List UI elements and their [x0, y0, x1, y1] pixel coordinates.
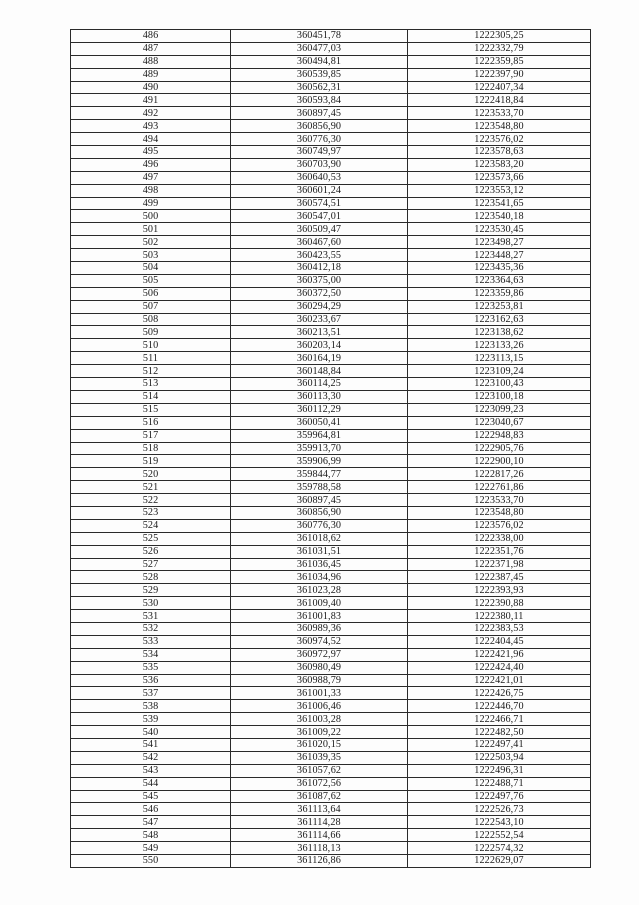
x-coordinate-cell: 359906,99 — [231, 455, 408, 468]
y-coordinate-cell: 1223133,26 — [408, 339, 591, 352]
x-coordinate-cell: 360113,30 — [231, 390, 408, 403]
point-number-cell: 525 — [71, 532, 231, 545]
x-coordinate-cell: 361018,62 — [231, 532, 408, 545]
point-number-cell: 528 — [71, 571, 231, 584]
y-coordinate-cell: 1223099,23 — [408, 403, 591, 416]
table-row — [71, 81, 591, 94]
x-coordinate-cell: 361036,45 — [231, 558, 408, 571]
point-number-cell: 549 — [71, 842, 231, 855]
point-number-cell: 530 — [71, 597, 231, 610]
table-row — [71, 790, 591, 803]
x-coordinate-cell: 360972,97 — [231, 648, 408, 661]
table-row — [71, 855, 591, 868]
x-coordinate-cell: 360974,52 — [231, 635, 408, 648]
table-row — [71, 597, 591, 610]
x-coordinate-cell: 360562,31 — [231, 81, 408, 94]
x-coordinate-cell: 360164,19 — [231, 352, 408, 365]
x-coordinate-cell: 360988,79 — [231, 674, 408, 687]
table-row — [71, 635, 591, 648]
table-row — [71, 713, 591, 726]
x-coordinate-cell: 360203,14 — [231, 339, 408, 352]
x-coordinate-cell: 360294,29 — [231, 300, 408, 313]
x-coordinate-cell: 360776,30 — [231, 133, 408, 146]
table-row — [71, 249, 591, 262]
point-number-cell: 487 — [71, 42, 231, 55]
point-number-cell: 538 — [71, 700, 231, 713]
point-number-cell: 533 — [71, 635, 231, 648]
x-coordinate-cell: 360509,47 — [231, 223, 408, 236]
table-row — [71, 661, 591, 674]
table-row — [71, 764, 591, 777]
y-coordinate-cell: 1222543,10 — [408, 816, 591, 829]
table-row — [71, 262, 591, 275]
table-row — [71, 816, 591, 829]
x-coordinate-cell: 360050,41 — [231, 416, 408, 429]
table-row — [71, 197, 591, 210]
table-row — [71, 313, 591, 326]
y-coordinate-cell: 1222338,00 — [408, 532, 591, 545]
x-coordinate-cell: 359913,70 — [231, 442, 408, 455]
y-coordinate-cell: 1222383,53 — [408, 622, 591, 635]
table-row — [71, 352, 591, 365]
y-coordinate-cell: 1222390,88 — [408, 597, 591, 610]
y-coordinate-cell: 1223498,27 — [408, 236, 591, 249]
point-number-cell: 503 — [71, 249, 231, 262]
x-coordinate-cell: 361009,40 — [231, 597, 408, 610]
point-number-cell: 491 — [71, 94, 231, 107]
point-number-cell: 508 — [71, 313, 231, 326]
y-coordinate-cell: 1222552,54 — [408, 829, 591, 842]
table-row — [71, 610, 591, 623]
point-number-cell: 511 — [71, 352, 231, 365]
point-number-cell: 515 — [71, 403, 231, 416]
table-row — [71, 829, 591, 842]
point-number-cell: 545 — [71, 790, 231, 803]
y-coordinate-cell: 1223576,02 — [408, 519, 591, 532]
y-coordinate-cell: 1223541,65 — [408, 197, 591, 210]
y-coordinate-cell: 1223040,67 — [408, 416, 591, 429]
point-number-cell: 543 — [71, 764, 231, 777]
table-row — [71, 558, 591, 571]
point-number-cell: 509 — [71, 326, 231, 339]
x-coordinate-cell: 360423,55 — [231, 249, 408, 262]
table-row — [71, 751, 591, 764]
x-coordinate-cell: 360539,85 — [231, 68, 408, 81]
point-number-cell: 539 — [71, 713, 231, 726]
table-row — [71, 42, 591, 55]
table-row — [71, 532, 591, 545]
x-coordinate-cell: 360897,45 — [231, 494, 408, 507]
x-coordinate-cell: 361020,15 — [231, 738, 408, 751]
point-number-cell: 535 — [71, 661, 231, 674]
point-number-cell: 513 — [71, 378, 231, 391]
point-number-cell: 529 — [71, 584, 231, 597]
y-coordinate-cell: 1222948,83 — [408, 429, 591, 442]
table-row — [71, 184, 591, 197]
table-row — [71, 687, 591, 700]
coordinates-table — [70, 29, 591, 868]
x-coordinate-cell: 361009,22 — [231, 726, 408, 739]
point-number-cell: 506 — [71, 287, 231, 300]
table-row — [71, 68, 591, 81]
x-coordinate-cell: 361087,62 — [231, 790, 408, 803]
point-number-cell: 537 — [71, 687, 231, 700]
y-coordinate-cell: 1223548,80 — [408, 120, 591, 133]
table-row — [71, 494, 591, 507]
y-coordinate-cell: 1222497,41 — [408, 738, 591, 751]
point-number-cell: 499 — [71, 197, 231, 210]
x-coordinate-cell: 361031,51 — [231, 545, 408, 558]
point-number-cell: 546 — [71, 803, 231, 816]
x-coordinate-cell: 360593,84 — [231, 94, 408, 107]
point-number-cell: 521 — [71, 481, 231, 494]
y-coordinate-cell: 1222424,40 — [408, 661, 591, 674]
y-coordinate-cell: 1222905,76 — [408, 442, 591, 455]
table-row — [71, 158, 591, 171]
x-coordinate-cell: 360897,45 — [231, 107, 408, 120]
x-coordinate-cell: 360477,03 — [231, 42, 408, 55]
point-number-cell: 505 — [71, 274, 231, 287]
y-coordinate-cell: 1222426,75 — [408, 687, 591, 700]
table-row — [71, 107, 591, 120]
table-row — [71, 416, 591, 429]
x-coordinate-cell: 360856,90 — [231, 506, 408, 519]
table-row — [71, 274, 591, 287]
x-coordinate-cell: 360412,18 — [231, 262, 408, 275]
table-row — [71, 726, 591, 739]
y-coordinate-cell: 1222421,96 — [408, 648, 591, 661]
point-number-cell: 536 — [71, 674, 231, 687]
y-coordinate-cell: 1223553,12 — [408, 184, 591, 197]
point-number-cell: 493 — [71, 120, 231, 133]
x-coordinate-cell: 360375,00 — [231, 274, 408, 287]
y-coordinate-cell: 1223573,66 — [408, 171, 591, 184]
point-number-cell: 512 — [71, 365, 231, 378]
point-number-cell: 501 — [71, 223, 231, 236]
point-number-cell: 514 — [71, 390, 231, 403]
y-coordinate-cell: 1223364,63 — [408, 274, 591, 287]
y-coordinate-cell: 1222421,01 — [408, 674, 591, 687]
x-coordinate-cell: 361034,96 — [231, 571, 408, 584]
point-number-cell: 541 — [71, 738, 231, 751]
table-row — [71, 455, 591, 468]
x-coordinate-cell: 359788,58 — [231, 481, 408, 494]
table-row — [71, 146, 591, 159]
table-row — [71, 133, 591, 146]
table-row — [71, 545, 591, 558]
point-number-cell: 497 — [71, 171, 231, 184]
point-number-cell: 547 — [71, 816, 231, 829]
y-coordinate-cell: 1222418,84 — [408, 94, 591, 107]
point-number-cell: 498 — [71, 184, 231, 197]
table-row — [71, 326, 591, 339]
y-coordinate-cell: 1222503,94 — [408, 751, 591, 764]
y-coordinate-cell: 1222497,76 — [408, 790, 591, 803]
y-coordinate-cell: 1223162,63 — [408, 313, 591, 326]
table-row — [71, 171, 591, 184]
point-number-cell: 495 — [71, 146, 231, 159]
x-coordinate-cell: 360640,53 — [231, 171, 408, 184]
table-row — [71, 94, 591, 107]
y-coordinate-cell: 1223548,80 — [408, 506, 591, 519]
point-number-cell: 523 — [71, 506, 231, 519]
y-coordinate-cell: 1222446,70 — [408, 700, 591, 713]
table-row — [71, 300, 591, 313]
y-coordinate-cell: 1222900,10 — [408, 455, 591, 468]
y-coordinate-cell: 1223583,20 — [408, 158, 591, 171]
x-coordinate-cell: 361072,56 — [231, 777, 408, 790]
x-coordinate-cell: 361001,33 — [231, 687, 408, 700]
y-coordinate-cell: 1223109,24 — [408, 365, 591, 378]
x-coordinate-cell: 359964,81 — [231, 429, 408, 442]
y-coordinate-cell: 1222305,25 — [408, 30, 591, 43]
y-coordinate-cell: 1223578,63 — [408, 146, 591, 159]
x-coordinate-cell: 361114,66 — [231, 829, 408, 842]
table-row — [71, 236, 591, 249]
point-number-cell: 490 — [71, 81, 231, 94]
y-coordinate-cell: 1222574,32 — [408, 842, 591, 855]
table-row — [71, 365, 591, 378]
x-coordinate-cell: 360856,90 — [231, 120, 408, 133]
y-coordinate-cell: 1223533,70 — [408, 494, 591, 507]
y-coordinate-cell: 1223540,18 — [408, 210, 591, 223]
point-number-cell: 516 — [71, 416, 231, 429]
x-coordinate-cell: 361126,86 — [231, 855, 408, 868]
x-coordinate-cell: 360213,51 — [231, 326, 408, 339]
point-number-cell: 489 — [71, 68, 231, 81]
table-row — [71, 378, 591, 391]
x-coordinate-cell: 361118,13 — [231, 842, 408, 855]
table-row — [71, 442, 591, 455]
y-coordinate-cell: 1223253,81 — [408, 300, 591, 313]
table-row — [71, 777, 591, 790]
x-coordinate-cell: 361006,46 — [231, 700, 408, 713]
point-number-cell: 519 — [71, 455, 231, 468]
point-number-cell: 526 — [71, 545, 231, 558]
table-row — [71, 339, 591, 352]
y-coordinate-cell: 1222351,76 — [408, 545, 591, 558]
y-coordinate-cell: 1223576,02 — [408, 133, 591, 146]
point-number-cell: 542 — [71, 751, 231, 764]
y-coordinate-cell: 1222488,71 — [408, 777, 591, 790]
x-coordinate-cell: 361114,28 — [231, 816, 408, 829]
y-coordinate-cell: 1222817,26 — [408, 468, 591, 481]
y-coordinate-cell: 1223100,43 — [408, 378, 591, 391]
y-coordinate-cell: 1222761,86 — [408, 481, 591, 494]
table-row — [71, 403, 591, 416]
point-number-cell: 520 — [71, 468, 231, 481]
point-number-cell: 486 — [71, 30, 231, 43]
point-number-cell: 532 — [71, 622, 231, 635]
x-coordinate-cell: 360451,78 — [231, 30, 408, 43]
point-number-cell: 500 — [71, 210, 231, 223]
table-row — [71, 210, 591, 223]
y-coordinate-cell: 1222359,85 — [408, 55, 591, 68]
point-number-cell: 492 — [71, 107, 231, 120]
y-coordinate-cell: 1222526,73 — [408, 803, 591, 816]
y-coordinate-cell: 1222397,90 — [408, 68, 591, 81]
point-number-cell: 524 — [71, 519, 231, 532]
y-coordinate-cell: 1222332,79 — [408, 42, 591, 55]
point-number-cell: 548 — [71, 829, 231, 842]
table-row — [71, 622, 591, 635]
x-coordinate-cell: 360233,67 — [231, 313, 408, 326]
y-coordinate-cell: 1222629,07 — [408, 855, 591, 868]
x-coordinate-cell: 361003,28 — [231, 713, 408, 726]
x-coordinate-cell: 359844,77 — [231, 468, 408, 481]
point-number-cell: 507 — [71, 300, 231, 313]
coordinates-table-body — [71, 30, 591, 868]
table-row — [71, 468, 591, 481]
table-row — [71, 571, 591, 584]
x-coordinate-cell: 360372,50 — [231, 287, 408, 300]
x-coordinate-cell: 360989,36 — [231, 622, 408, 635]
point-number-cell: 502 — [71, 236, 231, 249]
point-number-cell: 527 — [71, 558, 231, 571]
y-coordinate-cell: 1222407,34 — [408, 81, 591, 94]
x-coordinate-cell: 361023,28 — [231, 584, 408, 597]
table-row — [71, 287, 591, 300]
point-number-cell: 494 — [71, 133, 231, 146]
point-number-cell: 504 — [71, 262, 231, 275]
point-number-cell: 540 — [71, 726, 231, 739]
y-coordinate-cell: 1223100,18 — [408, 390, 591, 403]
y-coordinate-cell: 1223530,45 — [408, 223, 591, 236]
x-coordinate-cell: 360574,51 — [231, 197, 408, 210]
point-number-cell: 517 — [71, 429, 231, 442]
table-row — [71, 120, 591, 133]
x-coordinate-cell: 361057,62 — [231, 764, 408, 777]
table-row — [71, 506, 591, 519]
table-row — [71, 481, 591, 494]
y-coordinate-cell: 1222380,11 — [408, 610, 591, 623]
table-row — [71, 674, 591, 687]
point-number-cell: 522 — [71, 494, 231, 507]
table-row — [71, 429, 591, 442]
y-coordinate-cell: 1223359,86 — [408, 287, 591, 300]
table-row — [71, 584, 591, 597]
x-coordinate-cell: 360112,29 — [231, 403, 408, 416]
y-coordinate-cell: 1223533,70 — [408, 107, 591, 120]
table-row — [71, 390, 591, 403]
x-coordinate-cell: 361113,64 — [231, 803, 408, 816]
table-row — [71, 223, 591, 236]
x-coordinate-cell: 360467,60 — [231, 236, 408, 249]
point-number-cell: 550 — [71, 855, 231, 868]
x-coordinate-cell: 361001,83 — [231, 610, 408, 623]
x-coordinate-cell: 360494,81 — [231, 55, 408, 68]
point-number-cell: 534 — [71, 648, 231, 661]
table-row — [71, 803, 591, 816]
x-coordinate-cell: 361039,35 — [231, 751, 408, 764]
table-row — [71, 648, 591, 661]
y-coordinate-cell: 1222393,93 — [408, 584, 591, 597]
y-coordinate-cell: 1223113,15 — [408, 352, 591, 365]
y-coordinate-cell: 1222482,50 — [408, 726, 591, 739]
x-coordinate-cell: 360776,30 — [231, 519, 408, 532]
y-coordinate-cell: 1222404,45 — [408, 635, 591, 648]
table-row — [71, 55, 591, 68]
point-number-cell: 531 — [71, 610, 231, 623]
x-coordinate-cell: 360749,97 — [231, 146, 408, 159]
y-coordinate-cell: 1223435,36 — [408, 262, 591, 275]
x-coordinate-cell: 360703,90 — [231, 158, 408, 171]
y-coordinate-cell: 1222496,31 — [408, 764, 591, 777]
point-number-cell: 544 — [71, 777, 231, 790]
point-number-cell: 518 — [71, 442, 231, 455]
y-coordinate-cell: 1222371,98 — [408, 558, 591, 571]
point-number-cell: 488 — [71, 55, 231, 68]
table-row — [71, 519, 591, 532]
y-coordinate-cell: 1223448,27 — [408, 249, 591, 262]
y-coordinate-cell: 1222387,45 — [408, 571, 591, 584]
x-coordinate-cell: 360114,25 — [231, 378, 408, 391]
table-row — [71, 30, 591, 43]
table-row — [71, 738, 591, 751]
x-coordinate-cell: 360980,49 — [231, 661, 408, 674]
y-coordinate-cell: 1222466,71 — [408, 713, 591, 726]
x-coordinate-cell: 360601,24 — [231, 184, 408, 197]
y-coordinate-cell: 1223138,62 — [408, 326, 591, 339]
x-coordinate-cell: 360148,84 — [231, 365, 408, 378]
x-coordinate-cell: 360547,01 — [231, 210, 408, 223]
table-row — [71, 842, 591, 855]
point-number-cell: 510 — [71, 339, 231, 352]
table-row — [71, 700, 591, 713]
point-number-cell: 496 — [71, 158, 231, 171]
